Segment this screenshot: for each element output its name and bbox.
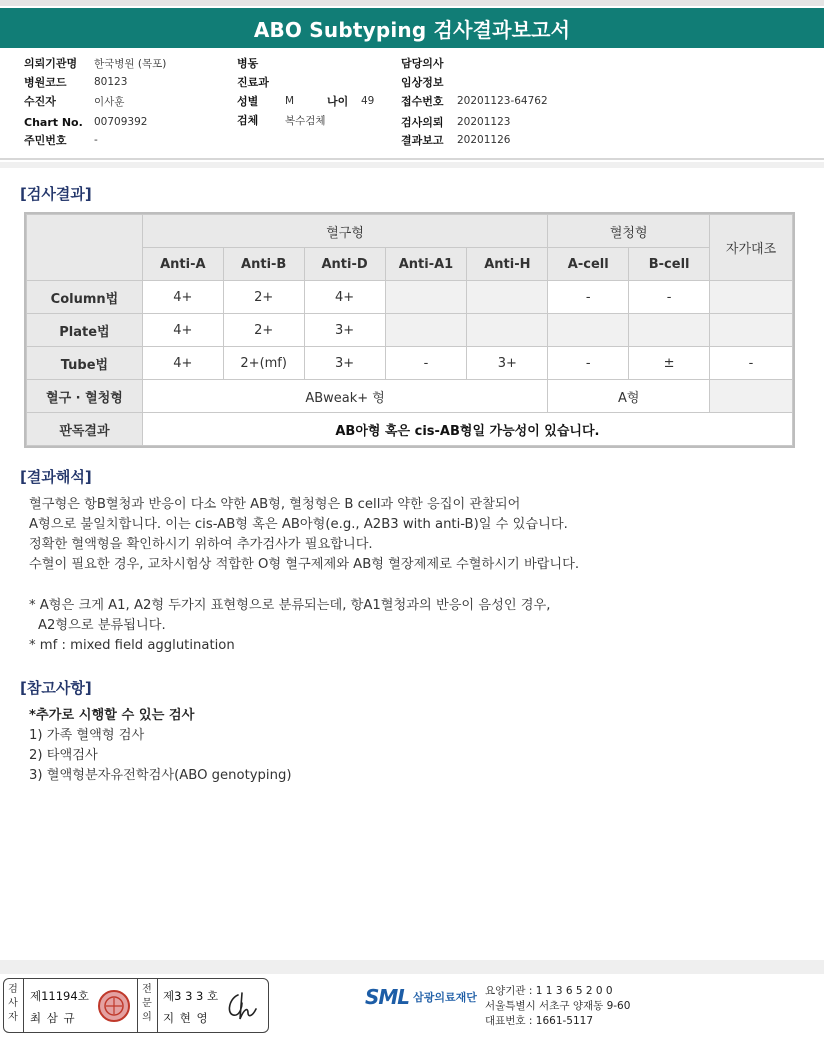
examiner-number: 제11194호 — [30, 989, 89, 1003]
top-border — [0, 0, 824, 6]
specimen-value: 복수검체 — [285, 114, 326, 127]
patient-value: 이사훈 — [94, 95, 125, 108]
specimen-label: 검체 — [237, 114, 259, 127]
lab-info — [485, 984, 630, 1029]
table-cell: 3+ — [467, 347, 548, 380]
info-sex-age — [237, 93, 374, 109]
note-line: * A형은 크게 A1, A2형 두가지 표현형으로 분류되는데, 항A1혈청과의 반응이 음성인 경우, — [29, 598, 551, 613]
footer-separator — [0, 960, 824, 974]
section-title-reference: [참고사항] — [20, 679, 92, 697]
divider — [23, 979, 24, 1032]
receipt-label: 접수번호 — [401, 95, 444, 108]
divider — [157, 979, 158, 1032]
seal-icon — [96, 988, 132, 1024]
specialist-number: 제3 3 3 호 — [163, 989, 219, 1003]
header-cell-type: 혈구형 — [142, 215, 547, 248]
chart-value: 00709392 — [94, 116, 148, 128]
row-label-column: Column법 — [27, 281, 143, 314]
ward-label: 병동 — [237, 57, 259, 70]
table-cell: 2+(mf) — [223, 347, 304, 380]
table-cell: 2+ — [223, 314, 304, 347]
info-patient — [24, 93, 124, 109]
signature-box — [3, 978, 269, 1033]
interpretation-notes — [29, 596, 550, 656]
note-line: A2형으로 분류됩니다. — [38, 618, 166, 633]
logo-name: 삼광의료재단 — [413, 991, 477, 1004]
col-a-cell: A-cell — [548, 248, 629, 281]
section-title-interpretation: [결과해석] — [20, 468, 92, 486]
interpretation-line: 수혈이 필요한 경우, 교차시험상 적합한 O형 혈구제제와 AB형 혈장제제로 수혈하시기 바랍니다. — [29, 557, 580, 572]
list-item: 1) 가족 혈액형 검사 — [29, 728, 145, 743]
table-cell: - — [385, 347, 467, 380]
col-anti-a: Anti-A — [142, 248, 223, 281]
table-row — [27, 281, 793, 314]
reference-list — [29, 706, 291, 786]
request-value: 20201123 — [457, 116, 511, 128]
interpretation-line: 혈구형은 항B혈청과 반응이 다소 약한 AB형, 혈청형은 B cell과 약한 응집이 관찰되어 — [29, 497, 521, 512]
list-item: 3) 혈액형분자유전학검사(ABO genotyping) — [29, 768, 292, 783]
result-table — [26, 214, 793, 446]
table-cell — [710, 314, 793, 347]
table-cell: - — [548, 281, 629, 314]
note-line: * mf : mixed field agglutination — [29, 638, 235, 653]
patient-label: 수진자 — [24, 95, 56, 108]
age-value: 49 — [361, 95, 375, 107]
examiner-label: 검사자 — [8, 984, 18, 1023]
table-cell: - — [710, 347, 793, 380]
info-receipt — [401, 93, 548, 109]
info-doctor — [401, 55, 457, 71]
table-cell — [385, 281, 467, 314]
info-clinical — [401, 74, 457, 90]
table-row — [27, 413, 793, 446]
age-label: 나이 — [327, 95, 349, 108]
code-label: 병원코드 — [24, 76, 67, 89]
chart-label: Chart No. — [24, 115, 83, 129]
interpretation-text — [29, 495, 579, 575]
table-cell: 4+ — [304, 281, 385, 314]
code-value: 80123 — [94, 76, 128, 88]
info-ward — [237, 55, 285, 71]
lab-code: 요양기관 : 1 1 3 6 5 2 0 0 — [485, 985, 613, 997]
info-id — [24, 132, 98, 148]
id-value: - — [94, 134, 98, 146]
id-label: 주민번호 — [24, 134, 67, 147]
hospital-value: 한국병원 (목포) — [94, 57, 167, 70]
col-anti-d: Anti-D — [304, 248, 385, 281]
table-cell: 4+ — [142, 281, 223, 314]
separator — [0, 162, 824, 168]
row-label-plate: Plate법 — [27, 314, 143, 347]
signature-icon — [222, 989, 264, 1023]
table-cell — [548, 314, 629, 347]
lab-logo — [365, 985, 477, 1009]
lab-address: 서울특별시 서초구 양재동 9-60 — [485, 1000, 631, 1012]
info-request — [401, 114, 510, 130]
serum-type-result: A형 — [548, 380, 710, 413]
col-b-cell: B-cell — [629, 248, 710, 281]
interpretation-line: A형으로 불일치합니다. 이는 cis-AB형 혹은 AB아형(e.g., A2B3 with anti-B)일 수 있습니다. — [29, 517, 568, 532]
table-cell — [710, 281, 793, 314]
specialist-name: 지 현 영 — [163, 1011, 209, 1025]
cell-type-result: ABweak+ 형 — [142, 380, 547, 413]
logo-mark: SML — [365, 985, 410, 1009]
specialist-label: 전문의 — [142, 984, 152, 1023]
info-report — [401, 132, 510, 148]
col-anti-h: Anti-H — [467, 248, 548, 281]
examiner-name: 최 삼 규 — [30, 1011, 76, 1025]
report-label: 결과보고 — [401, 134, 444, 147]
info-dept — [237, 74, 285, 90]
lab-phone: 대표번호 : 1661-5117 — [485, 1015, 594, 1027]
patient-info-block — [0, 48, 824, 160]
info-specimen — [237, 112, 326, 128]
section-title-result: [검사결과] — [20, 185, 92, 203]
info-code — [24, 74, 127, 90]
dept-label: 진료과 — [237, 76, 269, 89]
reference-heading: *추가로 시행할 수 있는 검사 — [29, 708, 195, 723]
sex-label: 성별 — [237, 95, 259, 108]
sex-value: M — [285, 95, 295, 107]
table-cell: - — [548, 347, 629, 380]
row-label-tube: Tube법 — [27, 347, 143, 380]
table-cell: 2+ — [223, 281, 304, 314]
table-cell: ± — [629, 347, 710, 380]
doctor-label: 담당의사 — [401, 57, 444, 70]
table-cell — [467, 281, 548, 314]
col-anti-b: Anti-B — [223, 248, 304, 281]
divider — [137, 979, 138, 1032]
table-cell: 4+ — [142, 314, 223, 347]
receipt-value: 20201123-64762 — [457, 95, 548, 107]
table-cell: 3+ — [304, 347, 385, 380]
info-hospital — [24, 55, 166, 71]
table-row — [27, 347, 793, 380]
table-row — [27, 314, 793, 347]
table-cell — [710, 380, 793, 413]
table-cell — [385, 314, 467, 347]
list-item: 2) 타액검사 — [29, 748, 98, 763]
table-row — [27, 380, 793, 413]
info-chart — [24, 114, 147, 130]
table-cell — [467, 314, 548, 347]
table-cell: - — [629, 281, 710, 314]
report-title: ABO Subtyping 검사결과보고서 — [0, 8, 824, 48]
col-anti-a1: Anti-A1 — [385, 248, 467, 281]
row-label-judgement: 판독결과 — [27, 413, 143, 446]
table-cell: 3+ — [304, 314, 385, 347]
interpretation-line: 정확한 혈액형을 확인하시기 위하여 추가검사가 필요합니다. — [29, 537, 373, 552]
clinical-label: 임상정보 — [401, 76, 444, 89]
request-label: 검사의뢰 — [401, 116, 444, 129]
judgement-result: AB아형 혹은 cis-AB형일 가능성이 있습니다. — [142, 413, 792, 446]
report-value: 20201126 — [457, 134, 511, 146]
table-cell: 4+ — [142, 347, 223, 380]
header-serum-type: 혈청형 — [548, 215, 710, 248]
table-cell — [629, 314, 710, 347]
row-label-type: 혈구 · 혈청형 — [27, 380, 143, 413]
header-autocontrol: 자가대조 — [710, 215, 793, 281]
hospital-label: 의뢰기관명 — [24, 57, 78, 70]
corner-header — [27, 215, 143, 281]
